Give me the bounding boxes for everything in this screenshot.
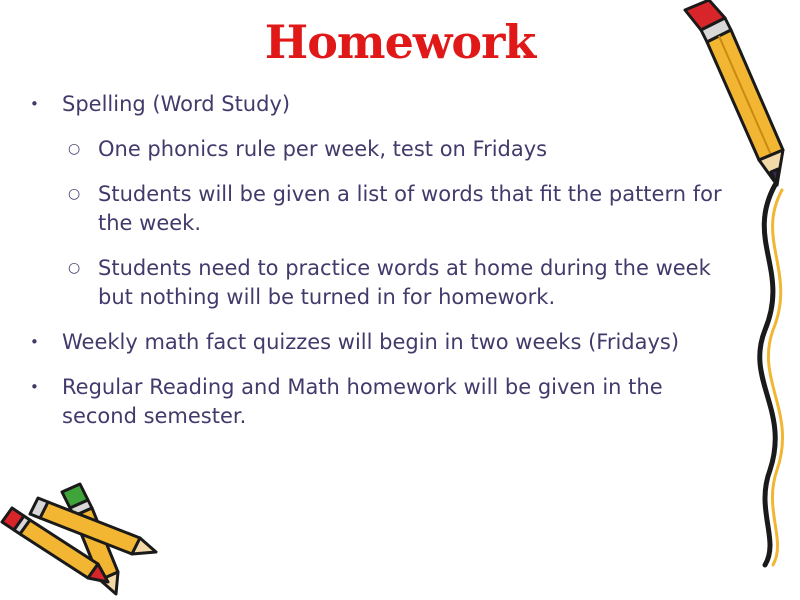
bullet-dot-icon: •	[30, 333, 39, 351]
sub-bullet-item	[68, 180, 740, 238]
sub-bullet-text: Students will be given a list of words that fit the pattern for the week.	[98, 182, 722, 235]
bullet-circle-icon: ○	[68, 260, 81, 276]
pencil-icon	[665, 0, 800, 200]
sub-bullet-item	[68, 135, 740, 164]
bullet-item	[30, 373, 740, 431]
bullet-text: Spelling (Word Study)	[62, 92, 291, 116]
pencils-cluster-icon	[0, 480, 160, 598]
bullet-dot-icon: •	[30, 95, 39, 113]
bullet-item	[30, 328, 740, 357]
pencil-shaving-curl-icon	[735, 180, 800, 570]
sub-bullet-item	[68, 254, 740, 312]
bullet-text: Regular Reading and Math homework will be given in the second semester.	[62, 375, 663, 428]
bullet-dot-icon: •	[30, 378, 39, 396]
bullet-list	[30, 90, 740, 447]
bullet-text: Weekly math fact quizzes will begin in two weeks (Fridays)	[62, 330, 680, 354]
bullet-item	[30, 90, 740, 119]
bullet-circle-icon: ○	[68, 141, 81, 157]
sub-bullet-text: Students need to practice words at home during the week but nothing will be turned in for homework.	[98, 256, 711, 309]
sub-bullet-text: One phonics rule per week, test on Fridays	[98, 137, 548, 161]
bullet-circle-icon: ○	[68, 186, 81, 202]
slide-title: Homework	[264, 15, 536, 69]
